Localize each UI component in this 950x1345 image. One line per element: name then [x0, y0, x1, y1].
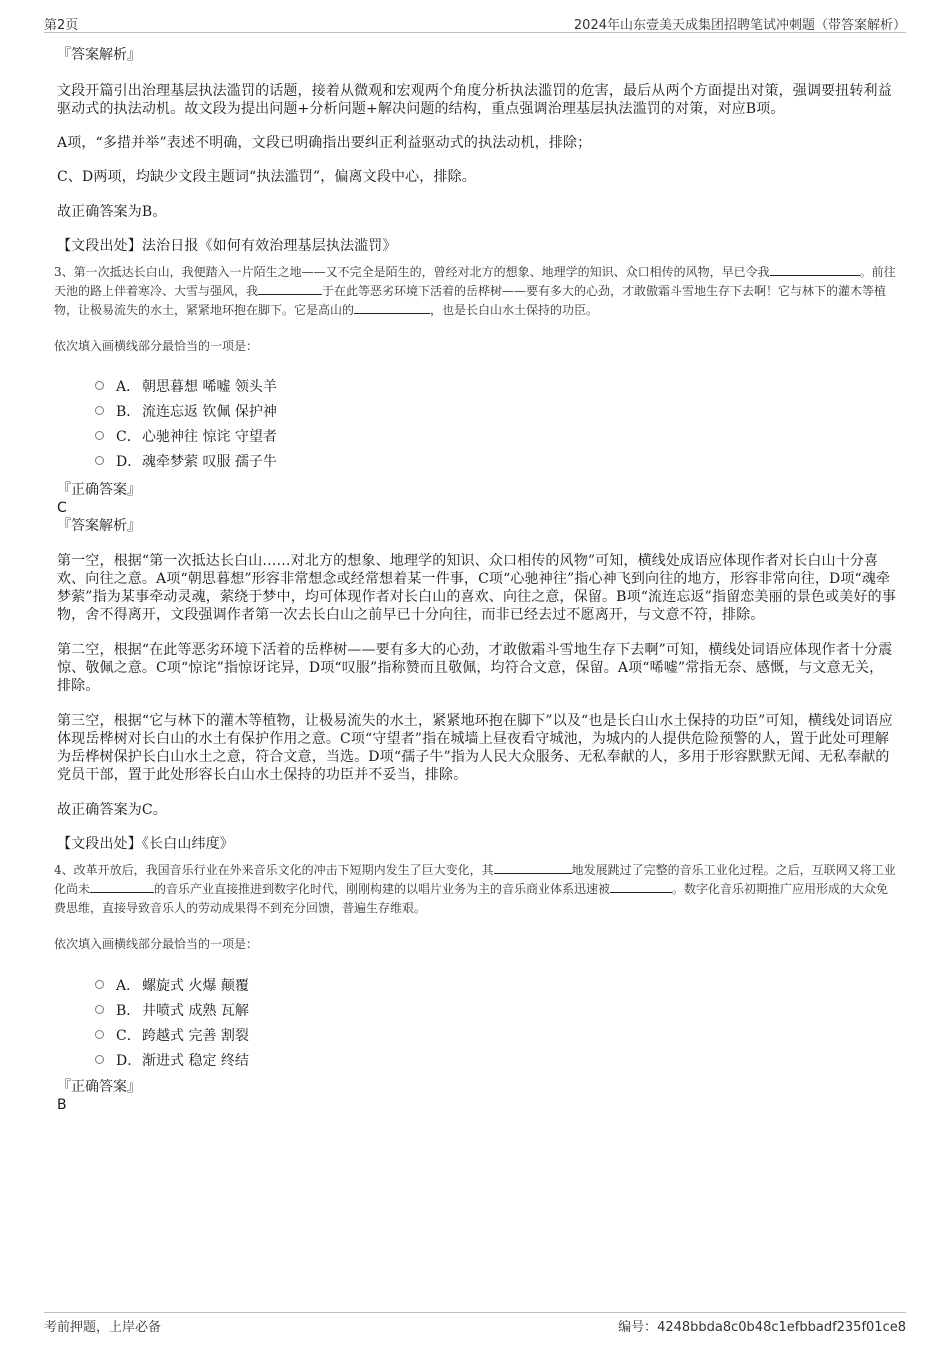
q3-analysis-paragraph: 第二空，根据“在此等恶劣环境下活着的岳桦树——要有多大的心劲，才敢傲霜斗雪地生存下去啊”可知，横线处词语应体现作者十分震惊、敬佩之意。C项“惊诧”指惊讶诧异，D项“叹服”指称赞而且敬佩，均符合文意，保留。A项“唏嘘”常指无奈、感慨，与文意无关，排除。	[57, 642, 893, 694]
q4-stem: 4、改革开放后，我国音乐行业在外来音乐文化的冲击下短期内发生了巨大变化，其 地发展跳过了完整的音乐工业化过程。之后，互联网又将工业化尚未 的音乐产业直接推进到数字化时代，刚刚构建的以唱片业务为主的音乐商业体系迅速被 。数字化音乐初期推广应用形成的大众免费思维，直接导致音乐人的劳动成果得不到充分回馈，普遍生存维艰。	[54, 863, 896, 915]
q2-source: 【文段出处】法治日报《如何有效治理基层执法滥罚》	[57, 238, 397, 254]
q2-conclusion: 故正确答案为B。	[57, 204, 167, 220]
option-d[interactable]: D． 魂牵梦萦 叹服 孺子牛	[95, 448, 897, 473]
document-title: 2024年山东壹美天成集团招聘笔试冲刺题（带答案解析）	[573, 18, 906, 33]
page-header	[44, 12, 906, 33]
fill-blank-line	[354, 301, 430, 314]
q2-analysis-paragraph: A项，“多措并举”表述不明确，文段已明确指出要纠正利益驱动式的执法动机，排除；	[57, 135, 592, 151]
q3-answer: C	[57, 500, 67, 516]
q3-answer-label: 『正确答案』	[57, 482, 141, 498]
q3-analysis-paragraph: 第三空，根据“它与林下的灌木等植物，让极易流失的水土，紧紧地环抱在脚下”以及“也是长白山水土保持的功臣”可知，横线处词语应体现岳桦树对长白山的水土有保护作用之意。C项“守望者”指在城墙上昼夜看守城池，为城内的人提供危险预警的人，置于此处可理解为岳桦树保护长白山水土之意，符合文意，当选。D项“孺子牛”指为人民大众服务、无私奉献的人，多用于形容默默无闻、无私奉献的党员干部，置于此处形容长白山水土保持的功臣并不妥当，排除。	[57, 713, 893, 783]
option-c[interactable]: C． 跨越式 完善 割裂	[95, 1022, 897, 1047]
q3-stem: 3、第一次抵达长白山，我便踏入一片陌生之地——又不完全是陌生的，曾经对北方的想象、地理学的知识、众口相传的风物，早已令我 。前往天池的路上伴着寒冷、大雪与强风，我 于在此等恶劣环境下活着的岳桦树——要有多大的心劲，才敢傲霜斗雪地生存下去啊！它与林下的灌木等植物，让极易流失的水土，紧紧地环抱在脚下。它是高山的 ，也是长白山水土保持的功臣。	[54, 265, 896, 317]
radio-button[interactable]	[95, 406, 104, 415]
radio-button[interactable]	[95, 980, 104, 989]
fill-blank-line	[770, 263, 860, 276]
option-d[interactable]: D． 渐进式 稳定 终结	[95, 1047, 897, 1072]
radio-button[interactable]	[95, 1030, 104, 1039]
option-b[interactable]: B． 井喷式 成熟 瓦解	[95, 997, 897, 1022]
radio-button[interactable]	[95, 1055, 104, 1064]
q2-analysis-paragraph: 文段开篇引出治理基层执法滥罚的话题，接着从微观和宏观两个角度分析执法滥罚的危害，最后从两个方面提出对策，强调要扭转利益驱动式的执法动机。故文段为提出问题+分析问题+解决问题的结构，重点强调治理基层执法滥罚的对策，对应B项。	[57, 83, 892, 117]
radio-button[interactable]	[95, 381, 104, 390]
fill-blank-line	[610, 880, 672, 893]
q2-analysis-paragraph: C、D两项，均缺少文段主题词“执法滥罚”，偏离文段中心，排除。	[57, 169, 476, 185]
q4-options	[95, 972, 897, 1072]
q3-source: 【文段出处】《长白山纬度》	[57, 836, 234, 852]
option-c[interactable]: C． 心驰神往 惊诧 守望者	[95, 423, 897, 448]
q3-prompt: 依次填入画横线部分最恰当的一项是：	[54, 339, 259, 353]
option-a[interactable]: A． 朝思暮想 唏嘘 领头羊	[95, 373, 897, 398]
q3-analysis-paragraph: 第一空，根据“第一次抵达长白山……对北方的想象、地理学的知识、众口相传的风物”可知，横线处成语应体现作者对长白山十分喜欢、向往之意。A项“朝思暮想”形容非常想念或经常想着某一件事，C项“心驰神往”指心神飞到向往的地方，形容非常向往，D项“魂牵梦萦”指为某事牵动灵魂，萦绕于梦中，均可体现作者对长白山的喜欢、向往之意，保留。B项“流连忘返”指留恋美丽的景色或美好的事物，舍不得离开，文段强调作者第一次去长白山之前早已十分向往，而非已经去过不愿离开，与文意不符，排除。	[57, 553, 896, 623]
radio-button[interactable]	[95, 1005, 104, 1014]
q4-answer: B	[57, 1097, 67, 1113]
q4-answer-label: 『正确答案』	[57, 1079, 141, 1095]
q3-analysis-label: 『答案解析』	[57, 518, 141, 534]
page-footer	[44, 1312, 906, 1333]
document-id: 编号：4248bbda8c0b48c1efbbadf235f01ce8	[618, 1320, 906, 1335]
page-number: 第2页	[44, 18, 79, 33]
fill-blank-line	[494, 861, 572, 874]
q3-conclusion: 故正确答案为C。	[57, 802, 167, 818]
q3-options	[95, 373, 897, 473]
radio-button[interactable]	[95, 456, 104, 465]
fill-blank-line	[258, 282, 322, 295]
page-content	[54, 44, 897, 1114]
footer-slogan: 考前押题，上岸必备	[44, 1320, 162, 1335]
option-a[interactable]: A． 螺旋式 火爆 颠覆	[95, 972, 897, 997]
option-b[interactable]: B． 流连忘返 钦佩 保护神	[95, 398, 897, 423]
q2-analysis-label: 『答案解析』	[57, 47, 141, 63]
radio-button[interactable]	[95, 431, 104, 440]
fill-blank-line	[90, 880, 154, 893]
q4-prompt: 依次填入画横线部分最恰当的一项是：	[54, 937, 259, 951]
